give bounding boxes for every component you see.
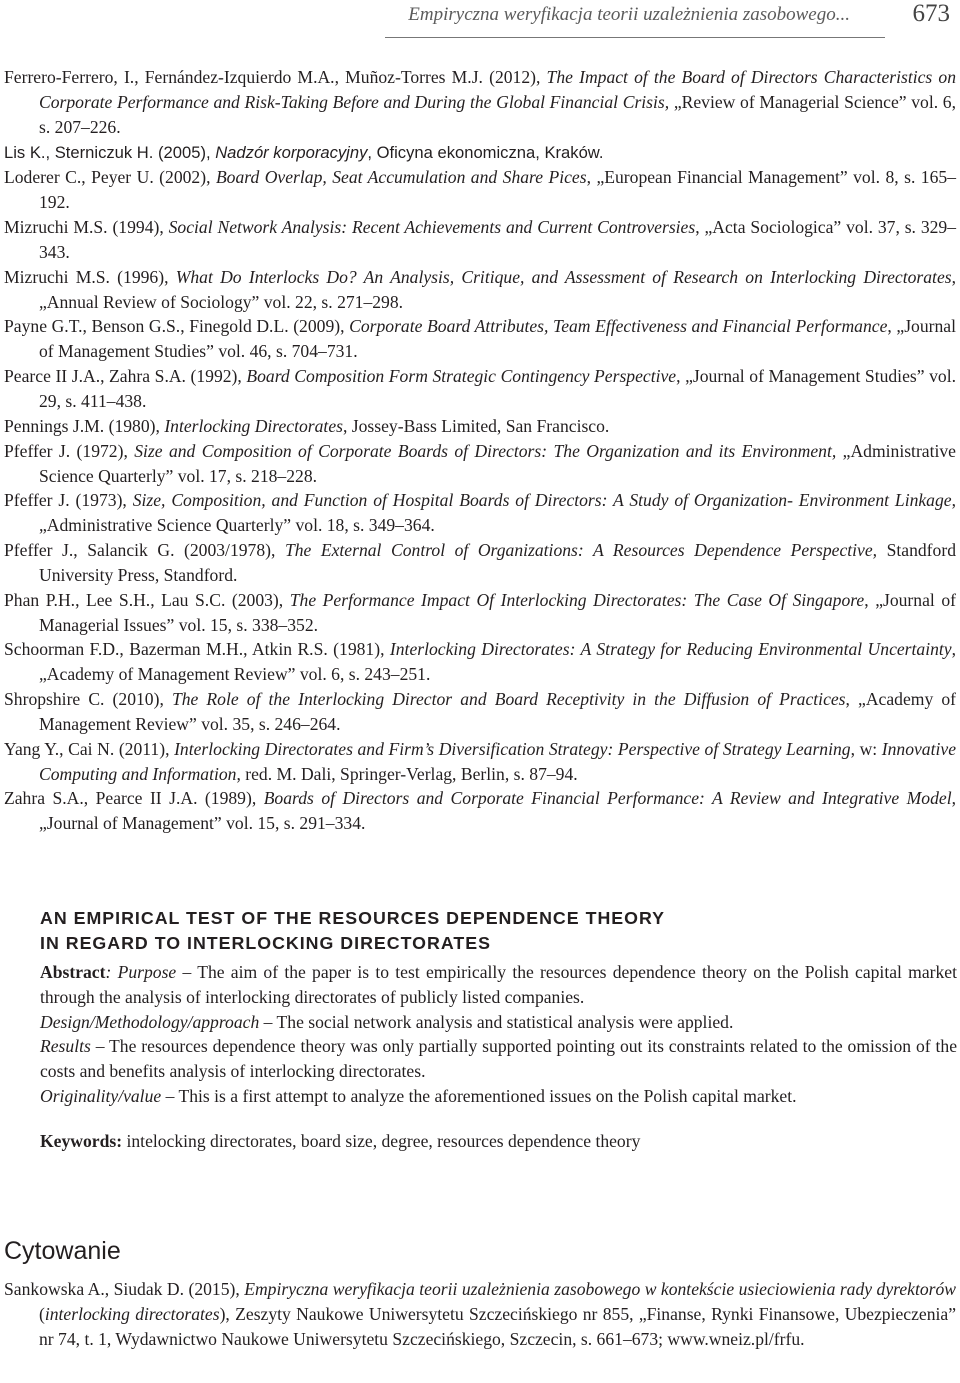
reference-title: Interlocking Directorates: A Strategy for Reducing Environmental Uncertainty — [389, 639, 952, 660]
reference-source: , „Annual Review of Sociology” vol. 22, s. 271–298. — [39, 266, 957, 312]
reference-publisher: , red. M. Dali, Springer-Verlag, Berlin, s. 87–94. — [236, 763, 578, 784]
citation-authors: Sankowska A., Siudak D. (2015), — [4, 1279, 245, 1299]
abstract-originality — [40, 1084, 957, 1109]
reference-source: , „Journal of Managerial Issues” vol. 15, s. 338–352. — [39, 589, 956, 635]
reference-authors: Ferrero-Ferrero, I., Fernández-Izquierdo M.A., Muñoz-Torres M.J. (2012), — [4, 67, 547, 87]
citation-rest: ), Zeszyty Naukowe Uniwersytetu Szczecińskiego nr 855, „Finanse, Rynki Finansowe, Ubezpieczenia” nr 74, t. 1, Wydawnictwo Naukowe Uniwersytetu Szczecińskiego, Szczecin, s. 661–673; www.wneiz.pl/frfu. — [39, 1303, 957, 1349]
reference-source: Standford University Press, Standford. — [39, 540, 956, 585]
reference-title: Size and Composition of Corporate Boards of Directors: The Organization and its Environment, — [134, 440, 837, 461]
reference-source: , „Journal of Management” vol. 15, s. 291–334. — [39, 788, 956, 834]
english-abstract — [40, 906, 957, 1154]
reference-source: , „Academy of Management Review” vol. 35, s. 246–264. — [39, 689, 957, 734]
reference-authors: Schoorman F.D., Bazerman M.H., Atkin R.S. (1981), — [4, 639, 390, 660]
purpose-label: Purpose — [117, 962, 177, 982]
citation-interlocking: interlocking directorates — [44, 1303, 220, 1324]
originality-label: Originality/value — [40, 1085, 162, 1106]
abstract-keywords — [40, 1129, 957, 1154]
keywords-text: intelocking directorates, board size, degree, resources dependence theory — [122, 1130, 641, 1151]
originality-text: – This is a first attempt to analyze the aforementioned issues on the Polish capital market. — [161, 1085, 797, 1106]
running-title: Empiryczna weryfikacja teorii uzależnienia zasobowego... — [408, 4, 850, 25]
reference-authors: Loderer C., Peyer U. (2002), — [4, 167, 216, 188]
reference-title: The Impact of the Board of Directors Characteristics on Corporate Performance and Risk-Taking Before and During the Global Financial Crisis, — [39, 67, 957, 112]
running-header — [0, 0, 960, 40]
reference-authors: Pfeffer J. (1973), — [4, 490, 133, 511]
abstract-title-line2: IN REGARD TO INTERLOCKING DIRECTORATES — [40, 933, 491, 953]
reference-entry — [4, 439, 956, 489]
citation-title: Empiryczna weryfikacja teorii uzależnienia zasobowego w kontekście usieciowienia rady dyrektorów — [244, 1279, 957, 1299]
abstract-purpose — [40, 960, 957, 1010]
reference-authors: Yang Y., Cai N. (2011), — [4, 738, 175, 759]
reference-entry — [4, 65, 956, 140]
reference-title: Board Composition Form Strategic Contingency Perspective — [246, 366, 677, 387]
reference-authors: Mizruchi M.S. (1994), — [4, 217, 169, 238]
reference-entry — [4, 414, 956, 439]
reference-entry — [4, 538, 956, 588]
page-number: 673 — [912, 0, 950, 27]
reference-entry — [4, 364, 956, 414]
reference-title: Interlocking Directorates — [164, 415, 343, 436]
reference-source: , Jossey-Bass Limited, San Francisco. — [342, 415, 610, 436]
reference-entry — [4, 215, 956, 265]
reference-entry — [4, 687, 956, 737]
reference-entry — [4, 314, 956, 364]
reference-source: „Review of Managerial Science” vol. 6, s. 207–226. — [39, 91, 956, 137]
reference-title: Board Overlap, Seat Accumulation and Share Pices — [215, 167, 587, 188]
abstract-results — [40, 1034, 957, 1084]
reference-title: Social Network Analysis: Recent Achievements and Current Controversies — [168, 217, 696, 238]
abstract-colon: : — [105, 962, 118, 982]
abstract-design — [40, 1010, 957, 1035]
reference-authors: Phan P.H., Lee S.H., Lau S.C. (2003), — [4, 589, 290, 610]
reference-authors: Pfeffer J., Salancik G. (2003/1978), — [4, 540, 285, 561]
abstract-body — [40, 960, 957, 1109]
reference-authors: Pennings J.M. (1980), — [4, 415, 165, 436]
reference-title: The Role of the Interlocking Director and Board Receptivity in the Diffusion of Practices — [171, 689, 846, 710]
reference-entry — [4, 165, 956, 215]
reference-source: , „Journal of Management Studies” vol. 46, s. 704–731. — [39, 316, 956, 362]
reference-title: The External Control of Organizations: A Resources Dependence Perspective, — [284, 540, 878, 561]
citation-section — [4, 1235, 956, 1351]
citation-heading: Cytowanie — [4, 1237, 121, 1265]
reference-authors: Payne G.T., Benson G.S., Finegold D.L. (2009), — [4, 316, 350, 337]
reference-title: Nadzór korporacyjny — [215, 142, 368, 162]
reference-title: Boards of Directors and Corporate Financial Performance: A Review and Integrative Model — [263, 788, 952, 809]
reference-source: „Administrative Science Quarterly” vol. 17, s. 218–228. — [39, 440, 956, 486]
reference-source: , „Acta Sociologica” vol. 37, s. 329–343. — [39, 217, 957, 262]
reference-entry — [4, 265, 956, 315]
reference-authors: Shropshire C. (2010), — [4, 689, 172, 710]
purpose-text: – The aim of the paper is to test empirically the resources dependence theory on the Polish capital market through the analysis of interlocking directorates of publicly listed companies. — [40, 962, 957, 1007]
reference-entry — [4, 488, 956, 538]
reference-entry — [4, 786, 956, 836]
reference-source: , „Journal of Management Studies” vol. 29, s. 411–438. — [39, 366, 956, 411]
reference-entry — [4, 588, 956, 638]
reference-title: Size, Composition, and Function of Hospital Boards of Directors: A Study of Organization- Environment Linkage — [132, 490, 952, 511]
abstract-title-line1: AN EMPIRICAL TEST OF THE RESOURCES DEPENDENCE THEORY — [40, 908, 666, 928]
reference-source: , w: — [850, 738, 882, 759]
reference-entry — [4, 637, 956, 687]
reference-entry — [4, 737, 956, 787]
reference-source: , „Administrative Science Quarterly” vol. 18, s. 349–364. — [39, 490, 956, 536]
design-text: – The social network analysis and statistical analysis were applied. — [259, 1011, 734, 1032]
design-label: Design/Methodology/approach — [40, 1011, 260, 1032]
keywords-label: Keywords: — [40, 1130, 123, 1151]
results-label: Results — [40, 1036, 91, 1057]
reference-list — [4, 65, 956, 836]
reference-source: , „European Financial Management” vol. 8, s. 165–192. — [39, 167, 956, 213]
reference-source: , Oficyna ekonomiczna, Kraków. — [367, 142, 604, 162]
citation-paren-open: ( — [39, 1303, 45, 1324]
reference-source: , „Academy of Management Review” vol. 6, s. 243–251. — [39, 639, 957, 685]
reference-title: What Do Interlocks Do? An Analysis, Critique, and Assessment of Research on Interlocking Directorates — [175, 266, 952, 287]
citation-text — [4, 1277, 956, 1351]
abstract-label: Abstract — [40, 962, 106, 982]
reference-title: Corporate Board Attributes, Team Effectiveness and Financial Performance — [349, 316, 888, 337]
results-text: – The resources dependence theory was only partially supported pointing out its constraints related to the omission of the costs and benefits analysis of interlocking directorates. — [40, 1036, 957, 1082]
reference-title: The Performance Impact Of Interlocking Directorates: The Case Of Singapore — [289, 589, 865, 610]
reference-authors: Pearce II J.A., Zahra S.A. (1992), — [4, 366, 247, 387]
reference-authors: Mizruchi M.S. (1996), — [4, 266, 176, 287]
reference-entry — [4, 140, 956, 166]
reference-title: Interlocking Directorates and Firm’s Diversification Strategy: Perspective of Strategy Learning — [174, 738, 851, 759]
reference-authors: Pfeffer J. (1972), — [4, 440, 135, 461]
reference-authors: Zahra S.A., Pearce II J.A. (1989), — [4, 788, 264, 809]
header-rule — [385, 37, 885, 38]
reference-book-title: Innovative Computing and Information — [39, 738, 956, 784]
reference-authors: Lis K., Sterniczuk H. (2005), — [4, 142, 216, 162]
